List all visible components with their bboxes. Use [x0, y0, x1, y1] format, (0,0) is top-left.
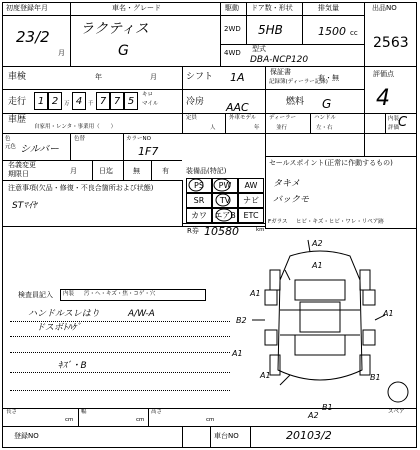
row4-col1 — [225, 113, 226, 133]
damage-label: A1 — [250, 289, 261, 298]
door-shape-label: ドア数・形状 — [251, 4, 293, 12]
fuel-value: G — [322, 97, 332, 111]
notes-bottom — [2, 226, 265, 227]
shift-value: 1A — [230, 71, 245, 84]
first-reg-label: 初度登録年月 — [6, 4, 48, 12]
row2-bottom — [2, 89, 364, 90]
interior-value: C — [398, 115, 408, 130]
capacity-label: 定員 — [186, 115, 198, 121]
mileage-digit: 7 — [110, 92, 124, 110]
color-orig-sub: 元色 — [5, 144, 17, 150]
history-label: 車歴 — [8, 115, 27, 125]
displacement-value: 1500 — [318, 25, 346, 38]
color-no-value: 1F7 — [138, 145, 159, 158]
interior-label: 内装 — [388, 116, 400, 122]
r-value: 10580 — [204, 225, 239, 238]
interior-box-top — [364, 113, 417, 114]
inspector-line-3 — [10, 352, 230, 353]
car-diagram — [250, 240, 410, 410]
equipment-circles — [186, 178, 266, 224]
model-label: 型式 — [252, 45, 266, 53]
score-value: 4 — [376, 86, 390, 111]
inspector-line-4 — [10, 372, 230, 373]
row6-col1 — [92, 160, 93, 180]
equip-bottom — [182, 223, 265, 224]
footer-dim-2 — [148, 408, 149, 426]
name-change-sub: 期限日 — [8, 170, 29, 178]
equipment-item-sr: SR — [186, 193, 212, 208]
damage-label: B1 — [370, 373, 381, 382]
length-label: 長さ — [6, 409, 18, 415]
row6-col2 — [123, 160, 124, 180]
damage-label: A2 — [312, 239, 323, 248]
name-change-label: 名義変更 — [8, 161, 36, 169]
row1-col1 — [70, 2, 71, 66]
height-unit: cm — [206, 417, 215, 423]
drive-2wd: 2WD — [224, 25, 241, 33]
interior-sub: 評価 — [388, 125, 400, 131]
inspector-line-5 — [10, 390, 230, 391]
displacement-label: 排気量 — [318, 4, 339, 12]
drive-label: 駆動 — [225, 4, 239, 12]
mileage-digit: 4 — [72, 92, 86, 110]
fglass-top — [265, 228, 417, 229]
equipment-item-pw: PW — [212, 178, 238, 193]
grade-value: G — [118, 43, 129, 59]
mileage-digit: 7 — [96, 92, 110, 110]
notes-right — [182, 180, 183, 226]
header-divider — [2, 15, 364, 16]
equipment-item-ps: PS — [186, 178, 212, 193]
row4-col2 — [310, 113, 311, 133]
equipment-item-leather: カワ — [186, 208, 212, 223]
notes-title: 注意事項(欠品・修復・不良合箇所および状態) — [8, 184, 154, 192]
color-col2 — [123, 133, 124, 160]
footer-col2 — [210, 426, 211, 448]
drive-divider — [220, 44, 364, 45]
ac-value: AAC — [226, 101, 249, 114]
mile-unit: マイル — [142, 101, 159, 107]
fglass-label: Fガラス — [268, 219, 288, 225]
row6-col3 — [151, 160, 152, 180]
fuel-label: 燃料 — [286, 97, 305, 107]
name-change-month: 月 — [70, 167, 77, 175]
inspection-year-unit: 年 — [95, 73, 102, 81]
color-col1 — [70, 133, 71, 160]
sen-unit: 千 — [88, 101, 94, 107]
capacity-unit: 人 — [210, 125, 216, 131]
row1-bottom — [2, 66, 417, 67]
inspector-note-4: ｷｽﾞ・B — [58, 361, 87, 371]
drive-4wd: 4WD — [224, 49, 241, 57]
history-options: 自家用・レンタ・事業用（ ） — [34, 124, 117, 130]
mileage-digit: 2 — [48, 92, 62, 110]
inspector-options: 汚・へ・キズ・焦・コゲ・穴 — [84, 291, 156, 297]
cc-unit: cc — [350, 29, 358, 37]
damage-label: B2 — [236, 316, 247, 325]
equipment-item-tv: TV — [212, 193, 238, 208]
shift-label: シフト — [186, 72, 214, 82]
color-change-label: 色替 — [74, 136, 86, 142]
name-change-day: 日迄 — [99, 167, 113, 175]
chassis-label: 車台NO — [214, 432, 239, 440]
inspector-line-1 — [10, 321, 230, 322]
color-orig-label: 色 — [5, 136, 11, 142]
height-label: 高さ — [151, 409, 163, 415]
inspector-note-1: ハンドルスレはり — [28, 309, 100, 319]
first-reg-month-unit: 月 — [58, 49, 65, 57]
damage-label: A1 — [260, 371, 271, 380]
inspector-line-2 — [10, 336, 230, 337]
row2-col2 — [265, 66, 266, 156]
damage-label: B1 — [322, 403, 333, 412]
footer-top — [2, 408, 417, 409]
car-name-label: 車名・グレード — [112, 4, 161, 12]
record-label: 有 — [162, 167, 169, 175]
r-km-unit: km — [256, 227, 265, 233]
sales-point-title: セールスポイント(正常に作動するもの) — [269, 159, 393, 167]
equipment-item-airbag: エアB — [212, 208, 238, 223]
mileage-digit: 1 — [34, 92, 48, 110]
equipment-title: 装備品(特記) — [186, 167, 227, 175]
row6-bottom — [2, 180, 182, 181]
footer-col1 — [182, 426, 183, 448]
damage-label: A1 — [383, 309, 394, 318]
notes-text: STﾏｲﾔ — [12, 201, 37, 211]
row2-col3 — [364, 66, 365, 156]
damage-label: A1 — [232, 349, 243, 358]
exterior-model-label: 外車モデル — [229, 115, 257, 121]
sales-point-note-2: バックモ — [273, 195, 310, 205]
width-label: 幅 — [81, 409, 87, 415]
inspector-note-2: A/W-A — [128, 309, 155, 319]
equipment-item-navi: ナビ — [238, 193, 264, 208]
r-label: R券 — [187, 227, 199, 235]
spare-label: スペア — [388, 409, 405, 415]
inspector-title: 検査員記入 — [18, 291, 53, 299]
first-reg-value: 23/2 — [16, 28, 50, 46]
footer-dim-1 — [78, 408, 79, 426]
warranty-label: 保証書 — [270, 68, 291, 76]
row1-col5 — [364, 2, 365, 66]
row4-bottom — [2, 133, 417, 134]
inspection-label: 車検 — [8, 72, 27, 82]
chassis-value: 20103/2 — [286, 429, 332, 442]
inspector-interior-label: 内装 — [63, 291, 75, 297]
equip-top — [265, 156, 417, 157]
exterior-model-unit: 年 — [254, 125, 260, 131]
mileage-digit: 5 — [124, 92, 138, 110]
damage-label: A2 — [308, 411, 319, 420]
equipment-item-etc: ETC — [238, 208, 264, 223]
footer-col3 — [250, 426, 251, 448]
width-unit: cm — [136, 417, 145, 423]
color-no-label: カラーNO — [126, 136, 151, 142]
equipment-item-aw: AW — [238, 178, 264, 193]
warranty-sub: 記録簿(ディーラー記録) — [269, 79, 328, 85]
lot-number: 2563 — [373, 35, 409, 51]
row4-col3 — [385, 113, 386, 133]
handle-label: ハンドル — [314, 115, 337, 121]
man-unit: 万 — [64, 101, 70, 107]
reg-no-label: 登録NO — [14, 432, 39, 440]
dealer-label: ディーラー — [269, 115, 297, 121]
door-value: 5HB — [258, 23, 283, 37]
length-unit: cm — [65, 417, 74, 423]
model-value: DBA-NCP120 — [250, 55, 309, 65]
lot-label: 出品NO — [372, 4, 397, 12]
row1-col3 — [246, 2, 247, 44]
damage-label: A1 — [312, 261, 323, 270]
ac-label: 冷房 — [186, 97, 205, 107]
inspector-note-3: ドスボﾄﾊｹﾞ — [36, 323, 81, 333]
warranty-options: 有・無 — [318, 74, 339, 82]
row1-col2 — [220, 2, 221, 66]
handle-options: 左・右 — [316, 125, 333, 131]
mileage-label: 走行 — [8, 97, 27, 107]
no-record-label: 無 — [133, 167, 140, 175]
color-value: シルバー — [20, 144, 60, 155]
row1-col4 — [302, 2, 303, 44]
fglass-options: ヒビ・キズ・ヒビ・ワレ・リペア跡 — [296, 219, 384, 225]
car-name-value: ラクティス — [80, 21, 149, 37]
km-unit: キロ — [142, 92, 154, 98]
dealer-value: 並行 — [276, 125, 288, 131]
inspection-month-unit: 月 — [150, 73, 157, 81]
score-label: 評価点 — [373, 70, 394, 78]
row2-col1 — [182, 66, 183, 133]
sales-point-note-1: タキメ — [273, 179, 300, 189]
